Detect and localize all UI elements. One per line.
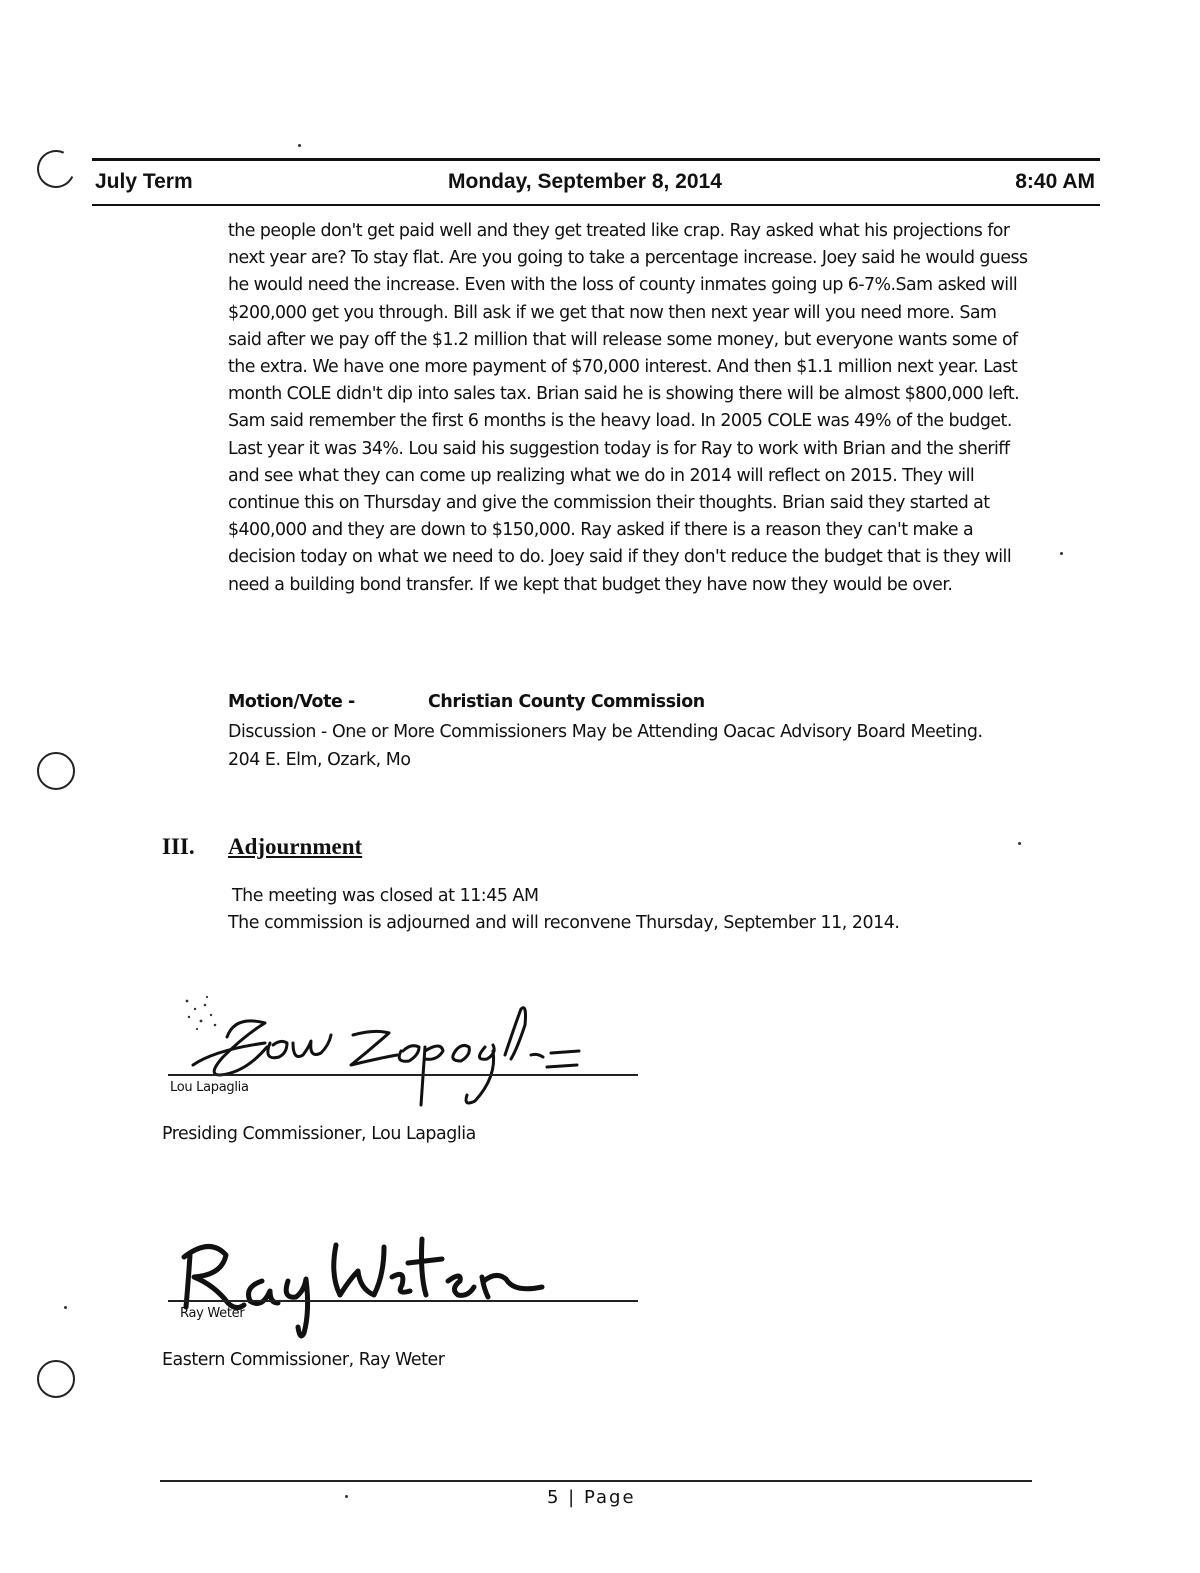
scan-speck bbox=[64, 1306, 67, 1309]
page-number: 5 | Page bbox=[547, 1487, 636, 1508]
punch-hole-top bbox=[32, 145, 81, 194]
punch-hole-bottom bbox=[37, 1360, 75, 1398]
header-term: July Term bbox=[95, 170, 193, 193]
signature-line-2 bbox=[168, 1300, 638, 1302]
scan-speck bbox=[345, 1495, 348, 1498]
section-number: III. bbox=[162, 834, 195, 859]
header-rule-top bbox=[92, 158, 1100, 161]
scan-speck bbox=[1018, 842, 1021, 845]
scan-speck bbox=[298, 144, 301, 147]
scan-speck bbox=[1060, 552, 1063, 555]
header-time: 8:40 AM bbox=[1015, 170, 1095, 193]
signature-ray-weter bbox=[170, 1215, 560, 1345]
signature-title-1: Presiding Commissioner, Lou Lapaglia bbox=[162, 1124, 476, 1144]
signature-printed-name-2: Ray Weter bbox=[180, 1306, 245, 1321]
motion-vote-value: Christian County Commission bbox=[428, 692, 705, 712]
signature-printed-name-1: Lou Lapaglia bbox=[170, 1080, 249, 1095]
reconvene-text: The commission is adjourned and will reconvene Thursday, September 11, 2014. bbox=[228, 913, 900, 933]
signature-lou-lapaglia bbox=[175, 995, 595, 1120]
punch-hole-middle bbox=[37, 752, 75, 790]
section-title: Adjournment bbox=[228, 834, 363, 859]
header-date: Monday, September 8, 2014 bbox=[448, 170, 722, 193]
header-rule-bottom bbox=[92, 204, 1100, 206]
page-header bbox=[95, 168, 1095, 198]
signature-title-2: Eastern Commissioner, Ray Weter bbox=[162, 1350, 445, 1370]
motion-vote-label: Motion/Vote - bbox=[228, 692, 355, 712]
meeting-closed-text: The meeting was closed at 11:45 AM bbox=[232, 886, 539, 906]
footer-rule bbox=[160, 1480, 1032, 1482]
minutes-paragraph: the people don't get paid well and they get treated like crap. Ray asked what his projections for next year are? To stay flat. Are you going to take a percentage increase. Joey said he would guess he would need the increase. Even with the loss of county inmates going up 6-7%.Sam asked will $200,000 get you through. Bill ask if we get that now then next year will you need more. Sam said after we pay off the $1.2 million that will release some money, but everyone wants some of the extra. We have one more payment of $70,000 interest. And then $1.1 million next year. Last month COLE didn't dip into sales tax. Brian said he is showing there will be almost $800,000 left. Sam said remember the first 6 months is the heavy load. In 2005 COLE was 49% of the budget. Last year it was 34%. Lou said his suggestion today is for Ray to work with Brian and the sheriff and see what they can come up realizing what we do in 2014 will reflect on 2015. They will continue this on Thursday and give the commission their thoughts. Brian said they started at $400,000 and they are down to $150,000. Ray asked if there is a reason they can't make a decision today on what we need to do. Joey said if they don't reduce the budget that is they will need a building bond transfer. If we kept that budget they have now they would be over. bbox=[228, 221, 1028, 595]
discussion-text: Discussion - One or More Commissioners May be Attending Oacac Advisory Board Meeting. 204 E. Elm, Ozark, Mo bbox=[228, 722, 983, 770]
signature-line-1 bbox=[168, 1074, 638, 1076]
